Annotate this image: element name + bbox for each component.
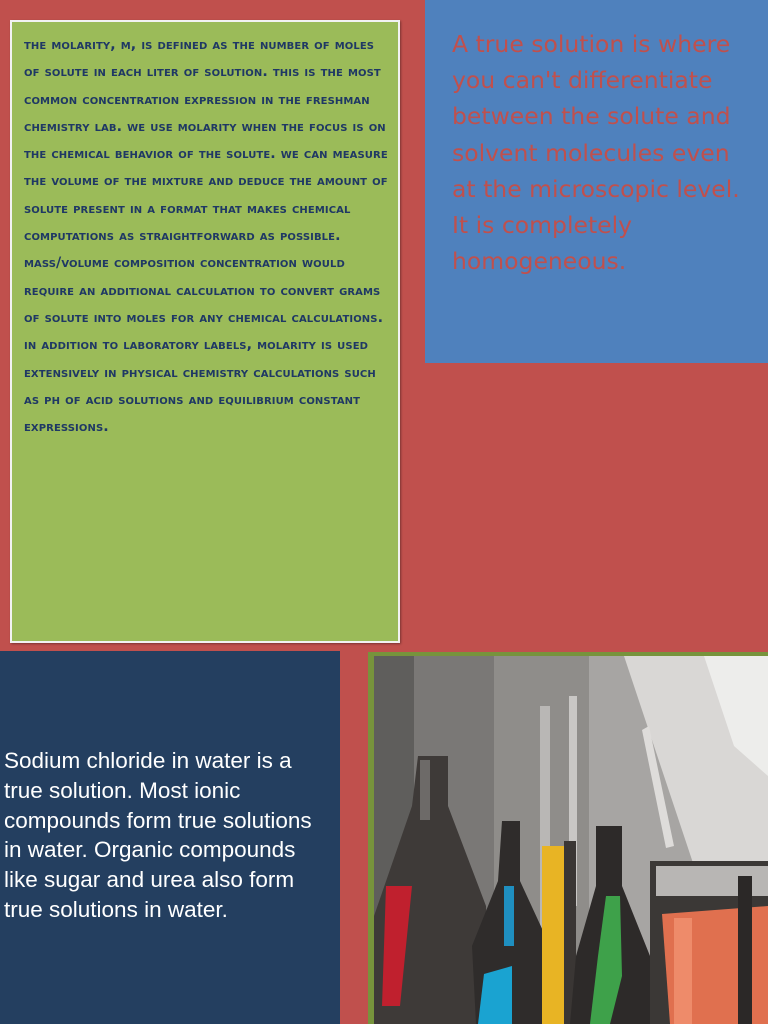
molarity-paragraph: the molarity, m, is defined as the number of moles of solute in each liter of solution. this is the most common concentration expression in the freshman chemistry lab. we use molarity when the focus is on the chemical behavior of the solute. we can measure the volume of the mixture and deduce the amount of solute present in a format that makes chemical computations as straightforward as possible. mass/volume composition concentration would require an additional calculation to convert grams of solute into moles for any chemical calculations. in addition to laboratory labels, molarity is used extensively in physical chemistry calculations such as ph of acid solutions and equilibrium constant expressions. (24, 37, 388, 436)
true-solution-paragraph: A true solution is where you can't differentiate between the solute and solvent molecules even at the microscopic level. It is completely homogeneous. (452, 30, 740, 276)
sodium-chloride-text-box (0, 651, 340, 1024)
blue-liquid (504, 886, 514, 946)
sodium-chloride-paragraph: Sodium chloride in water is a true solution. Most ionic compounds form true solutions in water. Organic compounds like sugar and urea also form true solutions in water. (4, 748, 312, 922)
true-solution-text-box (425, 0, 768, 363)
yellow-liquid (542, 846, 564, 1024)
lab-glassware-image (374, 656, 768, 1024)
molarity-text-box (10, 20, 400, 643)
lab-glassware-image-frame (368, 652, 768, 1024)
